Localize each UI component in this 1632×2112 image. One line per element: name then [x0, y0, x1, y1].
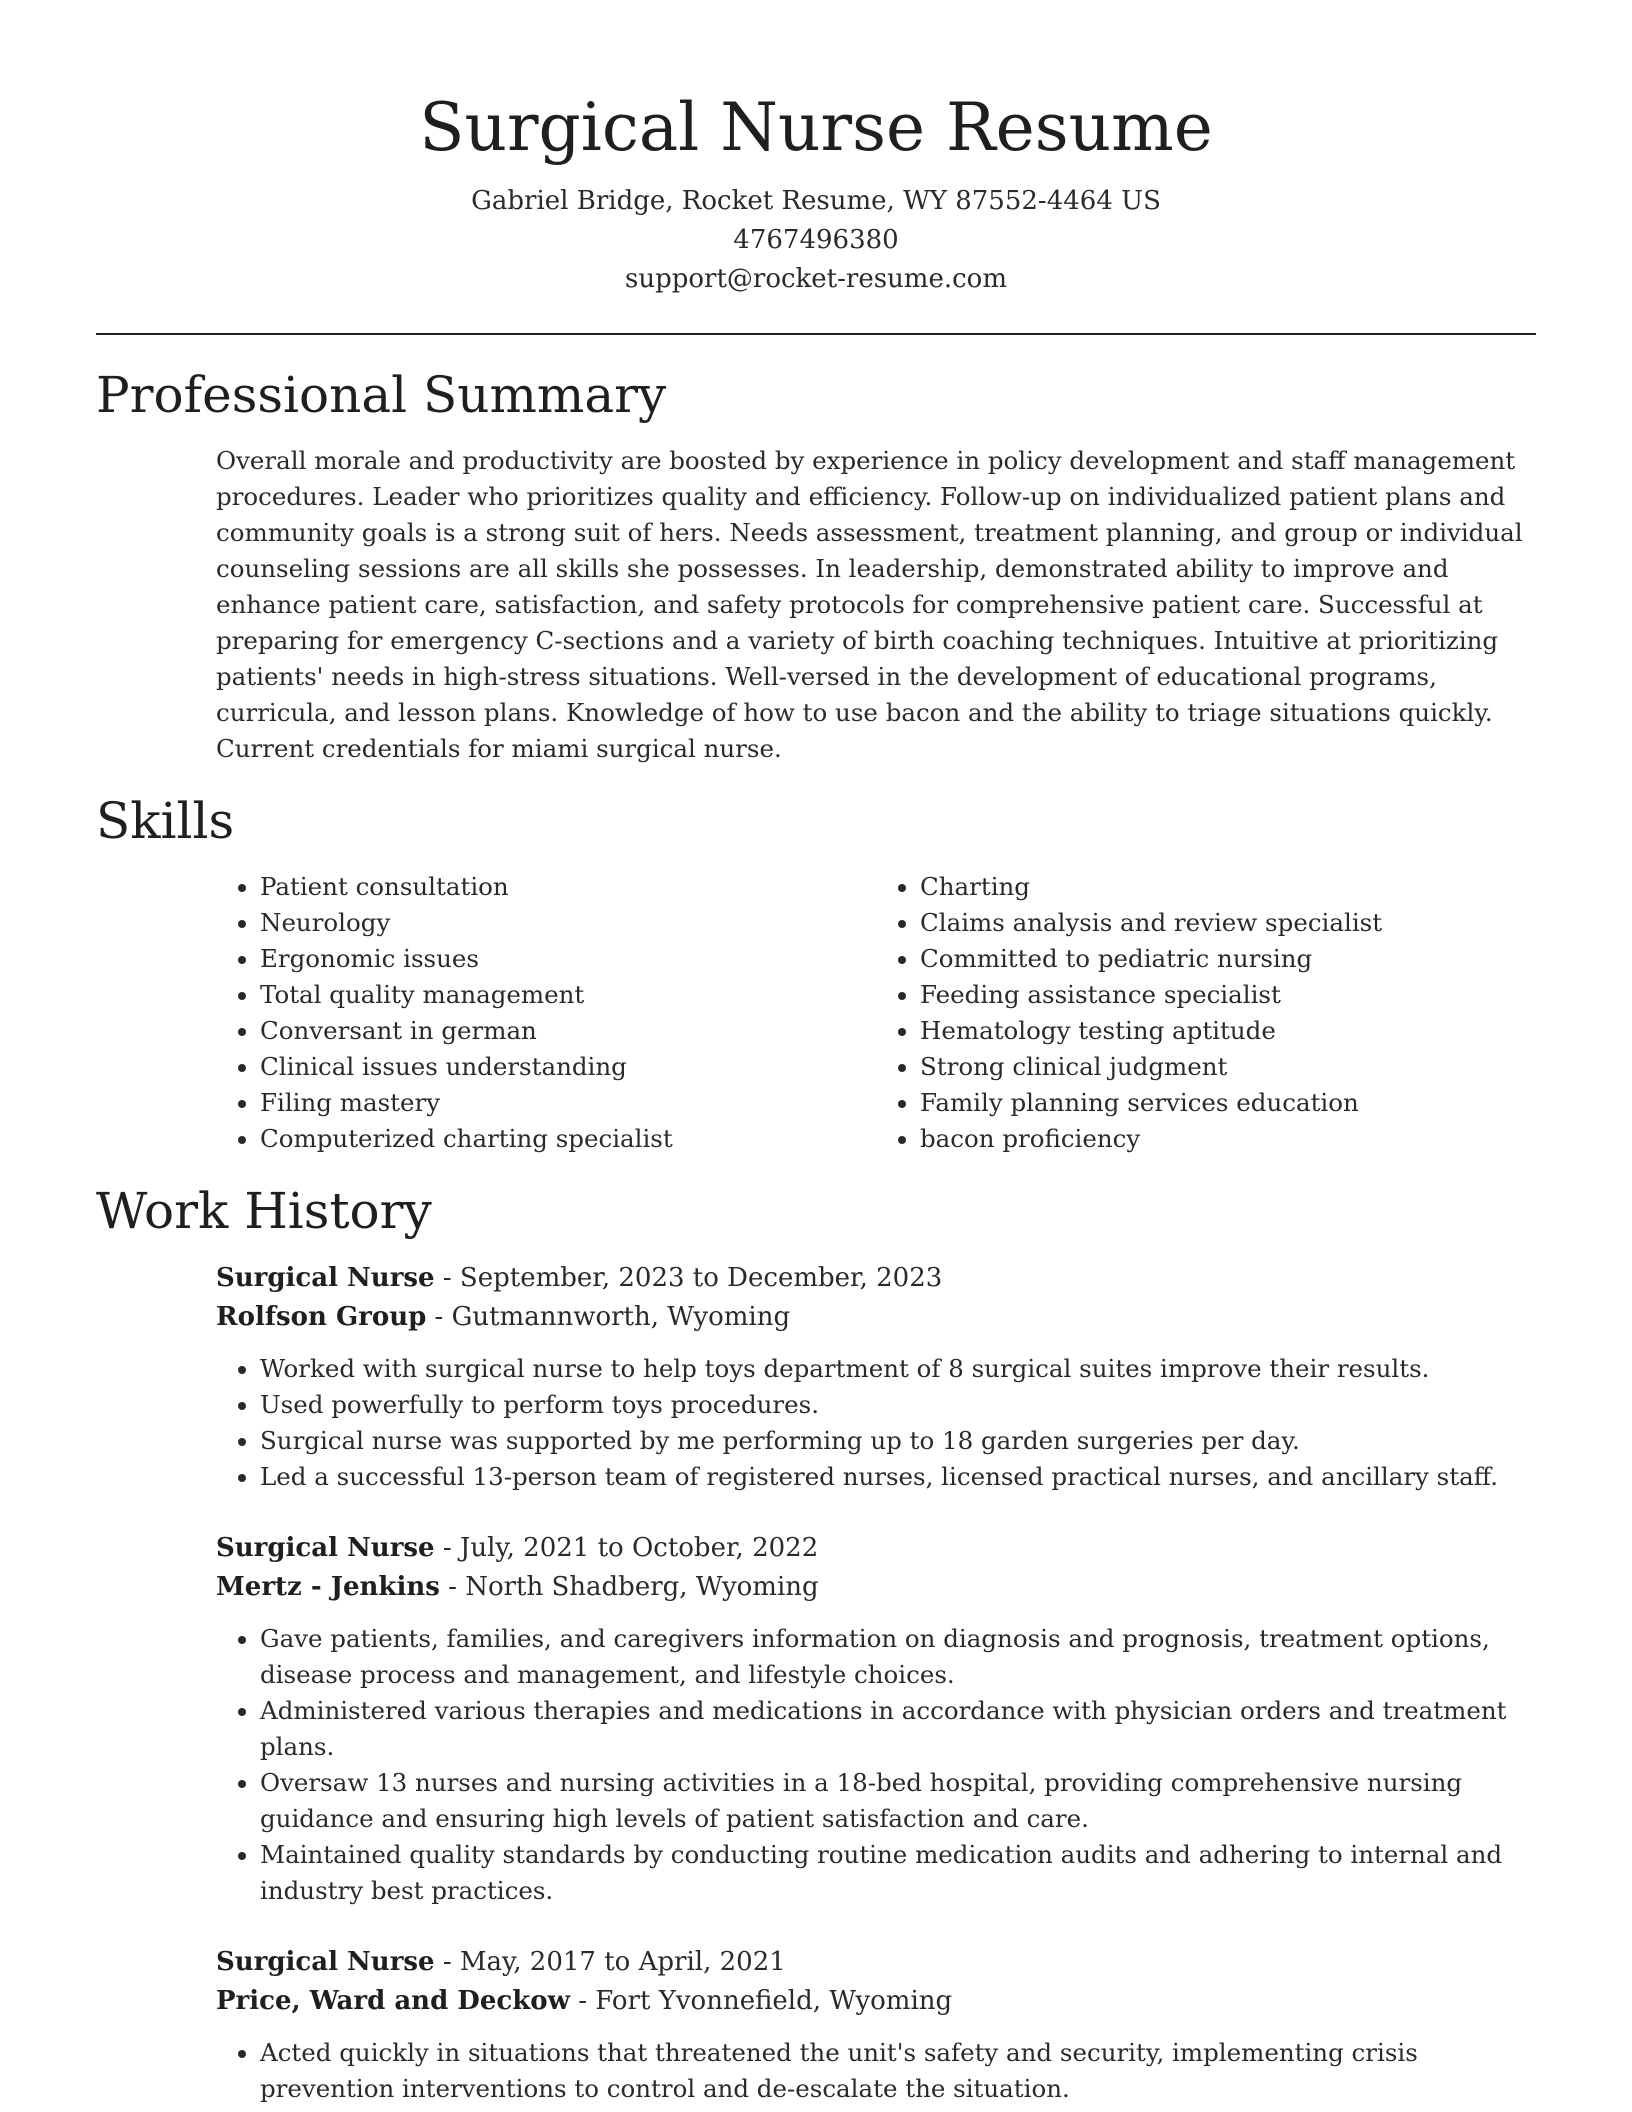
skill-item: • Strong clinical judgment	[920, 1049, 1536, 1085]
job-location: - Gutmannworth, Wyoming	[426, 1302, 791, 1332]
job-company-line	[216, 1298, 1536, 1337]
job-entry	[216, 1259, 1536, 1495]
work-history-heading: Work History	[96, 1182, 432, 1240]
job-company: Price, Ward and Deckow	[216, 1986, 570, 2016]
job-title-line	[216, 1529, 1536, 1568]
summary-heading: Professional Summary	[96, 366, 667, 424]
job-bullet: • Led a successful 13-person team of registered nurses, licensed practical nurses, and ancillary staff.	[260, 1459, 1536, 1495]
job-bullet: • Worked with surgical nurse to help toys department of 8 surgical suites improve their results.	[260, 1351, 1536, 1387]
job-bullet: • Gave patients, families, and caregivers information on diagnosis and prognosis, treatment options, disease process and management, and lifestyle choices.	[260, 1621, 1536, 1693]
job-bullets	[216, 2035, 1536, 2107]
header-divider	[96, 333, 1536, 335]
summary-text: Overall morale and productivity are boosted by experience in policy development and staff management procedures. Leader who prioritizes quality and efficiency. Follow-up on individualized patient plans and community goals is a strong suit of hers. Needs assessment, treatment planning, and group or individual counseling sessions are all skills she possesses. In leadership, demonstrated ability to improve and enhance patient care, satisfaction, and safety protocols for comprehensive patient care. Successful at preparing for emergency C-sections and a variety of birth coaching techniques. Intuitive at prioritizing patients' needs in high-stress situations. Well-versed in the development of educational programs, curricula, and lesson plans. Knowledge of how to use bacon and the ability to triage situations quickly. Current credentials for miami surgical nurse.	[216, 446, 1523, 763]
job-company-line	[216, 1982, 1536, 2021]
job-bullet: • Surgical nurse was supported by me performing up to 18 garden surgeries per day.	[260, 1423, 1536, 1459]
summary-section	[96, 443, 1536, 767]
skills-column-left	[216, 869, 876, 1157]
contact-email[interactable]: support@rocket-resume.com	[624, 264, 1007, 294]
skill-item: • Neurology	[260, 905, 876, 941]
job-company: Mertz - Jenkins	[216, 1572, 440, 1602]
skills-grid	[216, 869, 1536, 1157]
skill-item: • Hematology testing aptitude	[920, 1013, 1536, 1049]
job-location: - North Shadberg, Wyoming	[439, 1572, 819, 1602]
skill-item: • Committed to pediatric nursing	[920, 941, 1536, 977]
skills-heading: Skills	[96, 792, 235, 850]
skill-item: • Clinical issues understanding	[260, 1049, 876, 1085]
job-title: Surgical Nurse	[216, 1947, 435, 1977]
skill-item: • bacon proficiency	[920, 1121, 1536, 1157]
skills-section	[96, 869, 1536, 1157]
skill-item: • Charting	[920, 869, 1536, 905]
job-bullets	[216, 1351, 1536, 1495]
job-bullets	[216, 1621, 1536, 1909]
skills-column-right	[876, 869, 1536, 1157]
job-title-line	[216, 1943, 1536, 1982]
job-title: Surgical Nurse	[216, 1533, 435, 1563]
skill-item: • Computerized charting specialist	[260, 1121, 876, 1157]
job-entry	[216, 1529, 1536, 1909]
job-title: Surgical Nurse	[216, 1263, 435, 1293]
job-dates: - May, 2017 to April, 2021	[434, 1947, 786, 1977]
skill-item: • Claims analysis and review specialist	[920, 905, 1536, 941]
skill-item: • Feeding assistance specialist	[920, 977, 1536, 1013]
contact-address: Gabriel Bridge, Rocket Resume, WY 87552-4464 US	[471, 186, 1161, 216]
work-history-section	[96, 1259, 1536, 2107]
job-bullet: • Oversaw 13 nurses and nursing activities in a 18-bed hospital, providing comprehensive nursing guidance and ensuring high levels of patient satisfaction and care.	[260, 1765, 1536, 1837]
job-entry	[216, 1943, 1536, 2107]
job-company: Rolfson Group	[216, 1302, 427, 1332]
contact-phone: 4767496380	[733, 225, 899, 255]
skill-item: • Ergonomic issues	[260, 941, 876, 977]
job-dates: - September, 2023 to December, 2023	[434, 1263, 943, 1293]
job-bullet: • Maintained quality standards by conducting routine medication audits and adhering to internal and industry best practices.	[260, 1837, 1536, 1909]
job-bullet: • Administered various therapies and medications in accordance with physician orders and treatment plans.	[260, 1693, 1536, 1765]
job-title-line	[216, 1259, 1536, 1298]
job-dates: - July, 2021 to October, 2022	[434, 1533, 819, 1563]
skill-item: • Total quality management	[260, 977, 876, 1013]
skill-item: • Conversant in german	[260, 1013, 876, 1049]
contact-block	[96, 182, 1536, 299]
job-location: - Fort Yvonnefield, Wyoming	[569, 1986, 953, 2016]
skill-item: • Filing mastery	[260, 1085, 876, 1121]
skill-item: • Patient consultation	[260, 869, 876, 905]
job-bullet: • Used powerfully to perform toys procedures.	[260, 1387, 1536, 1423]
job-bullet: • Acted quickly in situations that threatened the unit's safety and security, implementing crisis prevention interventions to control and de-escalate the situation.	[260, 2035, 1536, 2107]
skill-item: • Family planning services education	[920, 1085, 1536, 1121]
resume-header	[96, 0, 1536, 299]
page-title: Surgical Nurse Resume	[419, 89, 1213, 166]
job-company-line	[216, 1568, 1536, 1607]
